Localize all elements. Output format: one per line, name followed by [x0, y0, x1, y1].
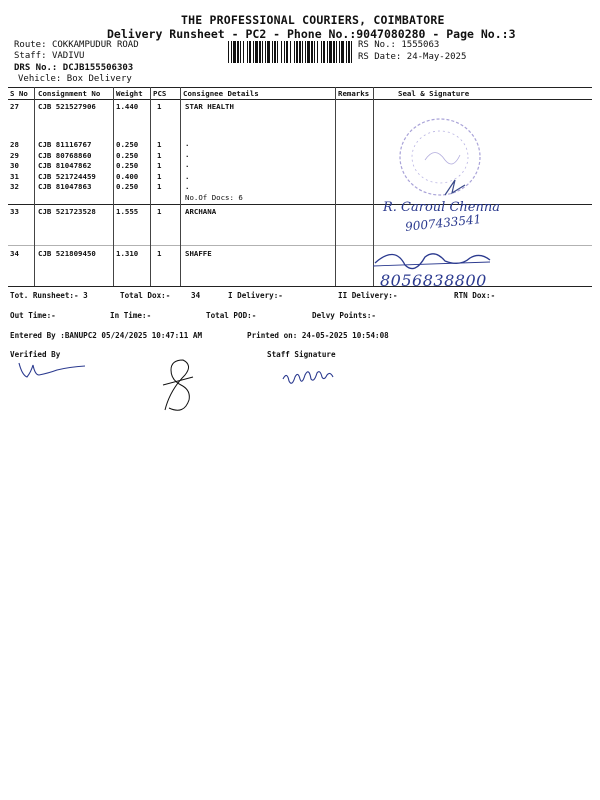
route-value: COKKAMPUDUR ROAD — [51, 40, 139, 50]
barcode-bar — [346, 41, 347, 63]
barcode-bar — [329, 41, 332, 63]
consignee-name: SHAFFE — [185, 249, 212, 258]
verifier-signature — [155, 355, 200, 413]
handwritten-receiver-name: R. Caroul Chenna — [383, 200, 500, 215]
barcode-bar — [255, 41, 258, 63]
barcode-bar — [314, 41, 315, 63]
barcode-bar — [233, 41, 236, 63]
col-divider — [180, 87, 181, 286]
col-divider — [335, 87, 336, 286]
table-row — [10, 102, 19, 111]
row-rule — [8, 245, 592, 246]
sno: 29 — [10, 151, 19, 160]
entered-by: Entered By :BANUPC2 05/24/2025 10:47:11 AM — [10, 331, 203, 340]
barcode-bar — [333, 41, 335, 63]
pcs: 1 — [157, 140, 162, 149]
sno: 31 — [10, 172, 19, 181]
consignment-no: CJB 81047862 — [38, 161, 92, 170]
route-label: Route: — [14, 40, 47, 50]
dot-marker: . — [185, 150, 190, 159]
barcode-bar — [249, 41, 251, 63]
table-top-rule — [8, 87, 592, 88]
col-divider — [34, 87, 35, 286]
sno: 32 — [10, 182, 19, 191]
barcode-bar — [323, 41, 325, 63]
consignee-name: STAR HEALTH — [185, 102, 234, 111]
rs-date-line — [358, 52, 466, 62]
dot-marker: . — [185, 182, 190, 191]
barcode-bar — [290, 41, 291, 63]
barcode-bar — [302, 41, 303, 63]
runsheet-subtitle: Delivery Runsheet - PC2 - Phone No.:9047080280 - Page No.:3 — [107, 27, 516, 41]
sno: 28 — [10, 140, 19, 149]
barcode-bar — [321, 41, 322, 63]
pcs: 1 — [157, 182, 162, 191]
rtn-dox: RTN Dox:- — [454, 291, 496, 300]
barcode-bar — [228, 41, 229, 63]
rs-no-line — [358, 40, 439, 50]
rs-date-label: RS Date: — [358, 52, 402, 62]
signature-scribble — [440, 175, 470, 200]
pcs: 1 — [157, 161, 162, 170]
barcode-bar — [284, 41, 285, 63]
weight: 1.310 — [116, 249, 139, 258]
barcode-bar — [259, 41, 261, 63]
barcode-bar — [262, 41, 263, 63]
verifier-signature — [14, 358, 89, 383]
consignee-name: ARCHANA — [185, 207, 217, 216]
sno: 30 — [10, 161, 19, 170]
col-header-remarks: Remarks — [338, 89, 370, 98]
barcode-bar — [299, 41, 301, 63]
staff-line — [14, 51, 84, 61]
out-time: Out Time:- — [10, 311, 56, 320]
consignment-no: CJB 521527906 — [38, 102, 96, 111]
row-rule — [8, 204, 592, 205]
barcode-bar — [339, 41, 340, 63]
staff-value: VADIVU — [51, 51, 85, 61]
pcs: 1 — [157, 249, 162, 258]
handwritten-phone: 8056838800 — [380, 271, 487, 290]
barcode-bar — [327, 41, 328, 63]
barcode-bar — [311, 41, 313, 63]
col-header-consignee: Consignee Details — [183, 89, 259, 98]
rs-no-value: 1555063 — [401, 40, 440, 50]
barcode-bar — [307, 41, 310, 63]
total-dox-label: Total Dox:- — [120, 291, 171, 300]
pcs: 1 — [157, 102, 162, 111]
dot-marker: . — [185, 139, 190, 148]
barcode-bar — [294, 41, 295, 63]
barcode-bar — [253, 41, 254, 63]
col-header-consignment: Consignment No — [38, 89, 101, 98]
barcode-bar — [281, 41, 282, 63]
barcode-bar — [274, 41, 276, 63]
barcode-bar — [296, 41, 298, 63]
consignment-no: CJB 81116767 — [38, 140, 92, 149]
sno: 27 — [10, 102, 19, 111]
consignment-no: CJB 521723528 — [38, 207, 96, 216]
barcode-bar — [348, 41, 350, 63]
barcode-bar — [265, 41, 266, 63]
company-title: THE PROFESSIONAL COURIERS, COIMBATORE — [181, 13, 445, 27]
barcode-bar — [267, 41, 270, 63]
verified-by-label: Verified By — [10, 350, 61, 359]
sno: 33 — [10, 207, 19, 216]
ii-delivery: II Delivery:- — [338, 291, 398, 300]
col-divider — [150, 87, 151, 286]
barcode-bar — [341, 41, 344, 63]
total-runsheet: Tot. Runsheet:- 3 — [10, 291, 88, 300]
barcode-bar — [240, 41, 241, 63]
col-header-weight: Weight — [116, 89, 143, 98]
staff-signature-label: Staff Signature — [267, 350, 336, 359]
barcode-bar — [231, 41, 232, 63]
docs-count-note: No.Of Docs: 6 — [185, 193, 243, 202]
barcode-bar — [243, 41, 244, 63]
barcode-bar — [247, 41, 248, 63]
barcode-bar — [277, 41, 278, 63]
vehicle-value: Box Delivery — [66, 74, 132, 84]
drs-label: DRS No.: — [14, 63, 58, 73]
consignment-no: CJB 81047863 — [38, 182, 92, 191]
weight: 0.250 — [116, 161, 139, 170]
consignment-no: CJB 521724459 — [38, 172, 96, 181]
weight: 1.440 — [116, 102, 139, 111]
total-pod: Total POD:- — [206, 311, 257, 320]
printed-on: Printed on: 24-05-2025 10:54:08 — [247, 331, 389, 340]
staff-label: Staff: — [14, 51, 47, 61]
barcode-bar — [351, 41, 352, 63]
total-dox-value: 34 — [191, 291, 201, 300]
i-delivery: I Delivery:- — [228, 291, 283, 300]
drs-value: DCJB155506303 — [62, 63, 134, 73]
pcs: 1 — [157, 151, 162, 160]
barcode-bar — [272, 41, 273, 63]
pcs: 1 — [157, 207, 162, 216]
delvy-points: Delvy Points:- — [312, 311, 377, 320]
staff-signature — [280, 365, 350, 387]
table-header-rule — [8, 99, 592, 100]
consignment-no: CJB 521809450 — [38, 249, 96, 258]
col-header-seal: Seal & Signature — [398, 89, 470, 98]
vehicle-line — [18, 74, 132, 84]
rs-no-label: RS No.: — [358, 40, 396, 50]
weight: 0.400 — [116, 172, 139, 181]
weight: 0.250 — [116, 151, 139, 160]
drs-line — [14, 63, 133, 73]
vehicle-label: Vehicle: — [18, 74, 62, 84]
weight: 0.250 — [116, 182, 139, 191]
in-time: In Time:- — [110, 311, 152, 320]
route-line — [14, 40, 139, 50]
barcode — [228, 41, 353, 63]
dot-marker: . — [185, 172, 190, 181]
sno: 34 — [10, 249, 19, 258]
signature-scribble — [370, 248, 495, 273]
barcode-bar — [317, 41, 318, 63]
barcode-bar — [305, 41, 306, 63]
handwritten-phone: 9007433541 — [404, 212, 482, 234]
barcode-bar — [286, 41, 288, 63]
col-header-pcs: PCS — [153, 89, 167, 98]
barcode-bar — [336, 41, 337, 63]
col-header-sno: S No — [10, 89, 28, 98]
rs-date-value: 24-May-2025 — [406, 52, 467, 62]
weight: 0.250 — [116, 140, 139, 149]
table-bottom-rule — [8, 286, 592, 287]
barcode-bar — [237, 41, 239, 63]
col-divider — [113, 87, 114, 286]
weight: 1.555 — [116, 207, 139, 216]
pcs: 1 — [157, 172, 162, 181]
consignment-no: CJB 80768860 — [38, 151, 92, 160]
dot-marker: . — [185, 160, 190, 169]
